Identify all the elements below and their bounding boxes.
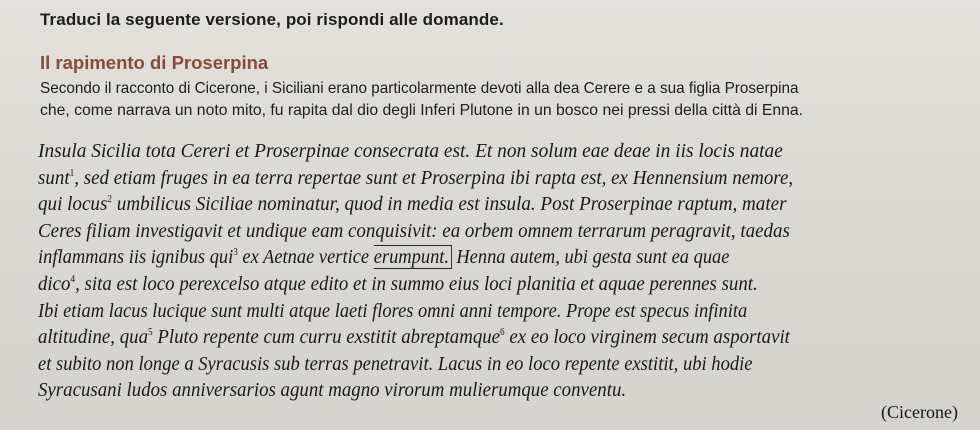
footnote-marker: 1 (69, 167, 75, 179)
intro-line: che, come narrava un noto mito, fu rapita dal dio degli Inferi Plutone in un bosco nei pressi della città di Enna. (40, 102, 804, 119)
footnote-marker: 4 (70, 274, 76, 286)
footnote-marker: 3 (233, 247, 238, 259)
latin-text: umbilicus Siciliae nominatur, quod in media est insula. Post Proserpinae raptum, mater (112, 193, 787, 216)
latin-text: Ceres filiam investigavit et undique eam conquisivit: ea orbem omnem terrarum peragravit, taedas (38, 219, 790, 242)
exercise-instruction: Traduci la seguente versione, poi rispondi alle domande. (40, 10, 504, 29)
latin-line (38, 218, 794, 245)
latin-text: Pluto repente cum curru exstitit abreptamque (152, 326, 501, 349)
latin-text: ex Aetnae vertice (237, 246, 374, 269)
intro-paragraph (40, 78, 970, 122)
latin-line (38, 324, 790, 351)
intro-line: Secondo il racconto di Cicerone, i Siciliani erano particolarmente devoti alla dea Cerere e a sua figlia Proserpina (40, 80, 799, 97)
latin-passage (38, 138, 855, 404)
source-attribution: (Cicerone) (881, 402, 958, 422)
footnote-marker: 2 (107, 194, 113, 206)
passage-title: Il rapimento di Proserpina (40, 52, 269, 73)
latin-text: ex eo loco virginem secum asportavit (504, 326, 790, 349)
latin-text: et subito non longe a Syracusis sub terras penetravit. Lacus in eo loco repente exstitit, ubi hodie (38, 352, 753, 375)
latin-text: qui locus (38, 193, 108, 216)
latin-line (38, 244, 774, 271)
latin-text: , sed etiam fruges in ea terra repertae sunt et Proserpina ibi rapta est, ex Hennensium nemore, (74, 166, 794, 189)
latin-text: dico (38, 272, 71, 295)
latin-text: inflammans iis ignibus qui (38, 246, 234, 269)
latin-text: Syracusani ludos anniversarios agunt magno virorum mulierumque conventu. (38, 379, 627, 402)
annotated-word (374, 246, 452, 269)
latin-text: sunt (38, 166, 70, 189)
pen-mark-box: erumpunt. (374, 245, 452, 268)
latin-line (38, 138, 810, 165)
latin-line (38, 191, 798, 218)
latin-line (38, 298, 774, 325)
footnote-marker: 6 (500, 327, 505, 339)
latin-line (38, 165, 794, 192)
latin-line (38, 271, 790, 298)
latin-text: Insula Sicilia tota Cereri et Proserpinae consecrata est. Et non solum eae deae in iis locis natae (38, 140, 783, 162)
latin-line (38, 351, 778, 378)
latin-text: , sita est loco perexcelso atque edito et in summo eius loci planitia et aquae perennes sunt. (75, 272, 758, 295)
latin-text: Henna autem, ubi gesta sunt ea quae (451, 246, 730, 269)
footnote-marker: 5 (148, 327, 153, 339)
latin-text: Ibi etiam lacus lucique sunt multi atque laeti flores omni anni tempore. Prope est specus infinita (38, 299, 748, 322)
latin-text: altitudine, qua (38, 326, 149, 349)
latin-line (38, 377, 790, 404)
